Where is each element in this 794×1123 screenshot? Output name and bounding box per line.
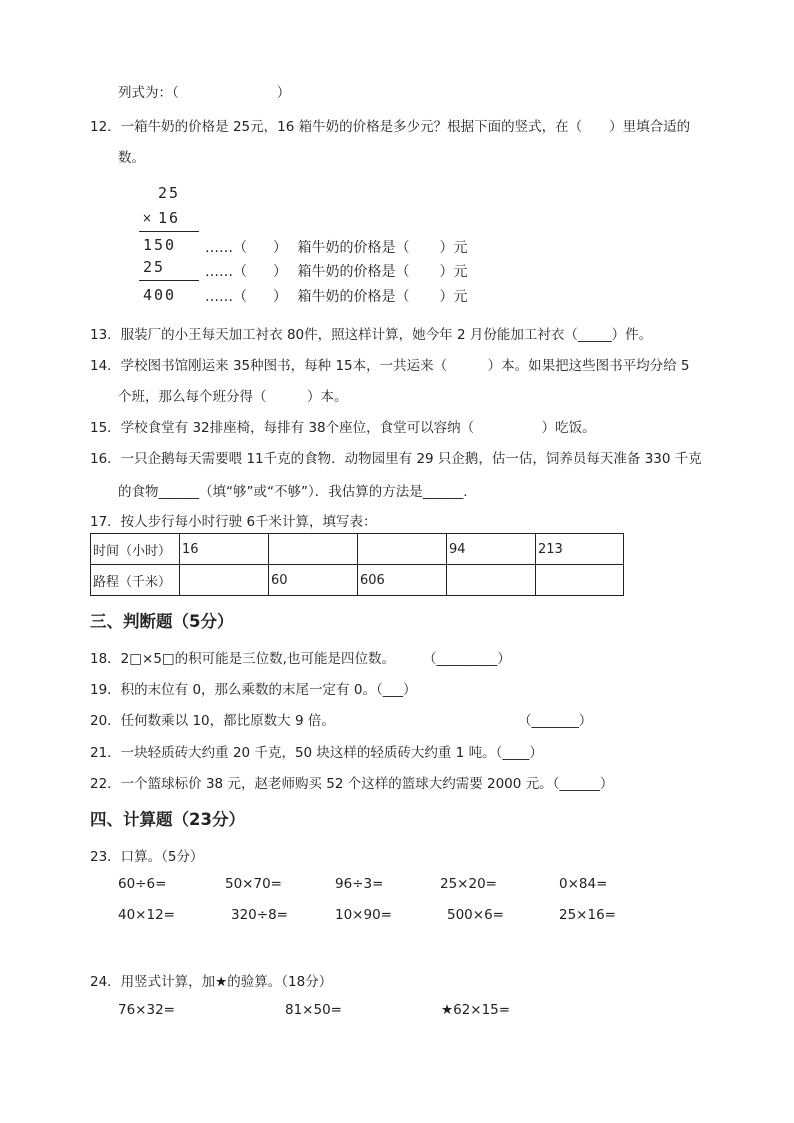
q23-item-2-3: 10×90= [335, 907, 392, 923]
q20-answer-blank[interactable]: （_______） [518, 713, 593, 729]
q17-time-cell-3[interactable] [358, 534, 447, 565]
q12-multiplier: 16 [158, 209, 181, 227]
q12-row-2-dots: ……（ [205, 264, 247, 280]
q23-item-1-5: 0×84= [559, 876, 608, 892]
q12-row-1-text: 箱牛奶的价格是（ [297, 240, 410, 256]
q12-row-3-dots: ……（ [205, 289, 247, 305]
q24-item-3-starred: ★62×15= [441, 1002, 511, 1018]
q11-formula-close: ） [276, 85, 291, 101]
q17-time-cell-2[interactable] [269, 534, 358, 565]
q12-result: 400 [143, 286, 177, 304]
q21: 21．一块轻质砖大约重 20 千克，50 块这样的轻质砖大约重 1 吨。（____） [90, 745, 543, 761]
q12-row-2-end: ）元 [439, 264, 468, 280]
q23-item-1-2: 50×70= [225, 876, 282, 892]
q14-line1: 14．学校图书馆刚运来 35种图书，每种 15本，一共运来（ ）本。如果把这些图书平均分给 5 [90, 358, 690, 374]
q12-row-2 [205, 261, 467, 281]
q23-item-2-2: 320÷8= [231, 907, 288, 923]
q23-item-1-1: 60÷6= [118, 876, 167, 892]
q12-line2: 数。 [118, 150, 145, 166]
q17-table [90, 533, 624, 596]
q14-line2: 个班，那么每个班分得（ ）本。 [118, 389, 348, 405]
q23-item-1-4: 25×20= [440, 876, 497, 892]
q19: 19．积的末位有 0，那么乘数的末尾一定有 0。（___） [90, 682, 417, 698]
q16-line1: 16．一只企鹅每天需要喂 11千克的食物．动物园里有 29 只企鹅，估一估，饲养员每天准备 330 千克 [90, 451, 702, 467]
q15: 15．学校食堂有 32排座椅，每排有 38个座位，食堂可以容纳（ ）吃饭。 [90, 420, 596, 436]
q12-times-sign: × [142, 211, 153, 225]
q18: 18．2□×5□的积可能是三位数,也可能是四位数。 [90, 651, 395, 667]
q12-row-1-end: ）元 [439, 240, 468, 256]
q17-row-time-label: 时间（小时） [91, 534, 180, 565]
q12-row-3-text: 箱牛奶的价格是（ [297, 289, 410, 305]
q13: 13．服装厂的小王每天加工衬衣 80件，照这样计算，她今年 2 月份能加工衬衣（_____）件。 [90, 327, 653, 343]
q22: 22．一个篮球标价 38 元，赵老师购买 52 个这样的篮球大约需要 2000 元。（______） [90, 776, 614, 792]
q24-item-1: 76×32= [118, 1002, 175, 1018]
q17-time-cell-4[interactable]: 94 [447, 534, 536, 565]
q17-distance-cell-1[interactable] [180, 565, 269, 596]
q17-time-cell-5[interactable]: 213 [536, 534, 624, 565]
q23-title: 23．口算。（5分） [90, 849, 204, 865]
q12-rule-2 [139, 280, 199, 281]
q12-row-3-end: ）元 [439, 289, 468, 305]
q17-row-time [91, 534, 624, 565]
q12-row-2-text: 箱牛奶的价格是（ [297, 264, 410, 280]
q17-distance-cell-4[interactable] [447, 565, 536, 596]
q17-distance-cell-5[interactable] [536, 565, 624, 596]
q11-formula-label: 列式为：（ [118, 85, 179, 101]
q18-answer-blank[interactable]: （_________） [423, 651, 511, 667]
q17-distance-cell-3[interactable]: 606 [358, 565, 447, 596]
q23-item-2-5: 25×16= [559, 907, 616, 923]
q17-distance-cell-2[interactable]: 60 [269, 565, 358, 596]
q12-row-1-dots: ……（ [205, 240, 247, 256]
q24-item-2: 81×50= [285, 1002, 342, 1018]
q12-partial-2: 25 [143, 258, 166, 276]
q23-item-2-4: 500×6= [447, 907, 504, 923]
q12-row-2-close: ） [273, 264, 287, 280]
q20: 20．任何数乘以 10，都比原数大 9 倍。 [90, 713, 335, 729]
q11-formula-line [118, 81, 290, 101]
q12-partial-1: 150 [143, 236, 177, 254]
q23-item-2-1: 40×12= [118, 907, 175, 923]
q12-rule-1 [139, 231, 199, 232]
q17-time-cell-1[interactable]: 16 [180, 534, 269, 565]
q17-title: 17．按人步行每小时行驶 6千米计算，填写表： [90, 514, 377, 530]
q24-title: 24．用竖式计算，加★的验算。（18分） [90, 974, 333, 990]
q17-row-distance-label: 路程（千米） [91, 565, 180, 596]
q12-multiplicand: 25 [158, 184, 181, 202]
q12-row-1 [205, 237, 467, 257]
q17-row-distance [91, 565, 624, 596]
q12-row-3 [205, 286, 467, 306]
q12-row-1-close: ） [273, 240, 287, 256]
q12-row-3-close: ） [273, 289, 287, 305]
section-3-title: 三、判断题（5分） [90, 612, 234, 631]
section-4-title: 四、计算题（23分） [90, 810, 245, 829]
q23-item-1-3: 96÷3= [335, 876, 384, 892]
q16-line2: 的食物______（填“够”或“不够”）．我估算的方法是______. [118, 484, 468, 500]
q12-line1: 12．一箱牛奶的价格是 25元，16 箱牛奶的价格是多少元？根据下面的竖式，在（ ）里填合适的 [90, 119, 691, 135]
